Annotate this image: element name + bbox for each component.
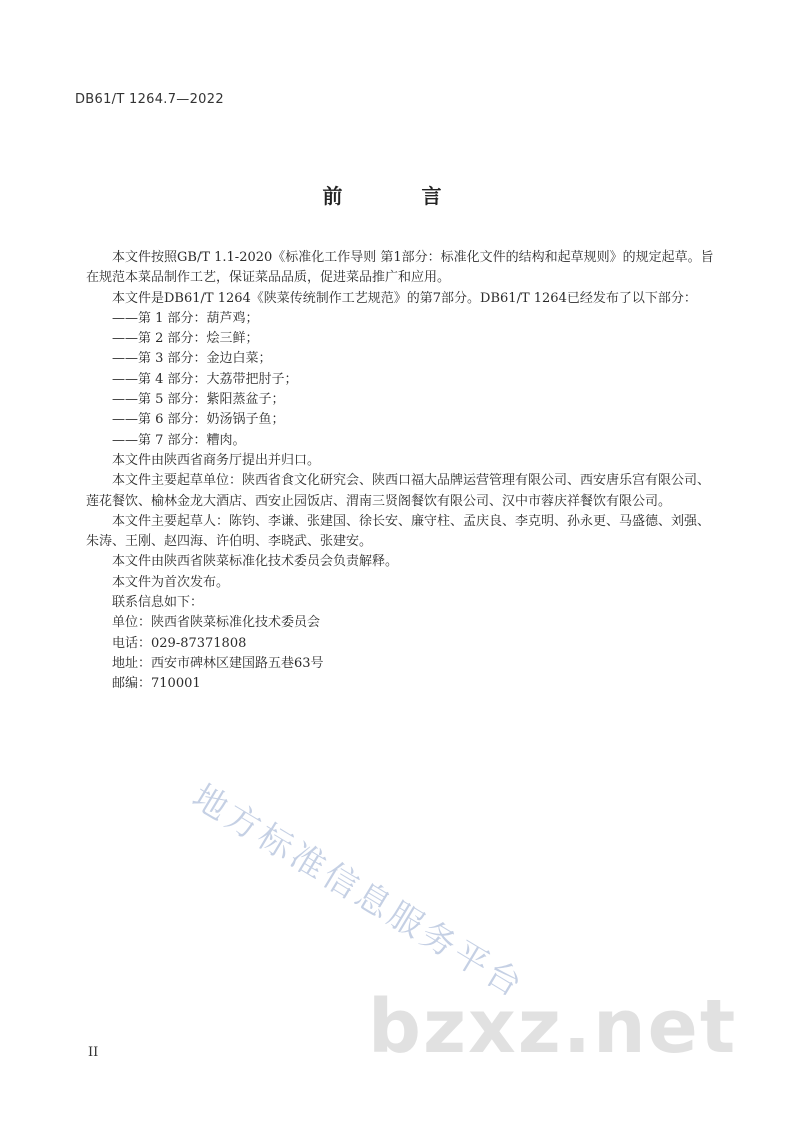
paragraph: 本文件为首次发布。 bbox=[112, 574, 230, 590]
document-id: DB61/T 1264.7—2022 bbox=[75, 92, 224, 107]
brand-watermark: bzxz.net bbox=[368, 984, 738, 1070]
list-item: ——第 7 部分：糟肉。 bbox=[112, 432, 246, 448]
list-item: ——第 4 部分：大荔带把肘子； bbox=[112, 371, 298, 387]
paragraph: 本文件主要起草人：陈钧、李谦、张建国、徐长安、廉守柱、孟庆良、李克明、孙永更、马盛德、刘强、朱涛、王刚、赵四海、许伯明、李晓武、张建安。 bbox=[86, 513, 711, 550]
paragraph: 本文件由陕西省陕菜标准化技术委员会负责解释。 bbox=[112, 554, 399, 570]
page-title: 前 言 bbox=[322, 184, 478, 208]
paragraph: 本文件是DB61/T 1264《陕菜传统制作工艺规范》的第7部分。DB61/T 1264已经发布了以下部分： bbox=[112, 290, 697, 306]
contact-line: 地址：西安市碑林区建国路五巷63号 bbox=[112, 655, 324, 671]
paragraph: 本文件主要起草单位：陕西省食文化研究会、陕西口福大品牌运营管理有限公司、西安唐乐宫有限公司、莲花餐饮、榆林金龙大酒店、西安止园饭店、渭南三贤阁餐饮有限公司、汉中市蓉庆祥餐饮有限公司。 bbox=[86, 473, 711, 509]
document-body bbox=[86, 248, 714, 695]
list-item: ——第 6 部分：奶汤锅子鱼； bbox=[112, 412, 285, 428]
list-item: ——第 5 部分：紫阳蒸盆子； bbox=[112, 392, 285, 408]
paragraph: 本文件按照GB/T 1.1-2020《标准化工作导则 第1部分：标准化文件的结构和起草规则》的规定起草。旨在规范本菜品制作工艺，保证菜品品质，促进菜品推广和应用。 bbox=[86, 250, 714, 286]
page-number: II bbox=[88, 1045, 99, 1060]
list-item: ——第 1 部分：葫芦鸡； bbox=[112, 310, 259, 326]
contact-line: 电话：029-87371808 bbox=[112, 635, 247, 651]
list-item: ——第 2 部分：烩三鲜； bbox=[112, 331, 259, 347]
list-item: ——第 3 部分：金边白菜； bbox=[112, 351, 272, 367]
paragraph: 联系信息如下： bbox=[112, 595, 204, 611]
watermark-text: 地方标准信息服务平台 bbox=[185, 776, 532, 1007]
contact-line: 邮编：710001 bbox=[112, 676, 201, 692]
paragraph: 本文件由陕西省商务厅提出并归口。 bbox=[112, 452, 321, 468]
contact-line: 单位：陕西省陕菜标准化技术委员会 bbox=[112, 615, 321, 631]
